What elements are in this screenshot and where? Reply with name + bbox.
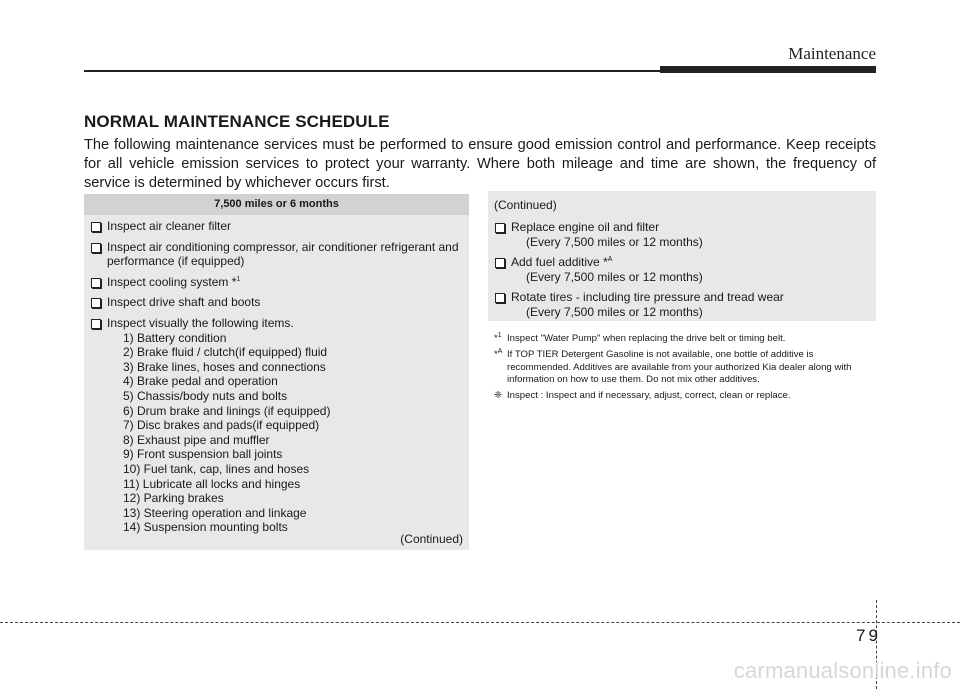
inspection-sublist <box>107 331 463 535</box>
checkbox-icon <box>91 298 101 308</box>
inspection-sub-item: 1) Battery condition <box>123 330 227 345</box>
footnotes <box>494 333 876 406</box>
list-item: Inspect air cleaner filter <box>90 219 463 234</box>
page-title: NORMAL MAINTENANCE SCHEDULE <box>84 112 390 131</box>
footer-divider <box>0 622 960 623</box>
header-rule <box>84 70 660 72</box>
inspection-sub-item: 4) Brake pedal and operation <box>123 374 278 389</box>
schedule-panel-left <box>84 194 469 550</box>
list-item: Inspect air conditioning compressor, air conditioner refrigerant and performance (if equipped) <box>90 240 463 269</box>
watermark: carmanualsonline.info <box>733 658 952 683</box>
footnote: *$^A$ If TOP TIER Detergent Gasoline is not available, one bottle of additive is recommended. Additives are available from your authorized Kia dealer along with information on how to use them. Do not mix other additives. <box>494 347 852 386</box>
checklist-right <box>494 220 870 320</box>
footnote: ❈ Inspect : Inspect and if necessary, adjust, correct, clean or replace. <box>494 390 791 402</box>
interval-heading: 7,500 miles or 6 months <box>84 194 469 215</box>
list-item: Replace engine oil and filter (Every 7,500 miles or 12 months) <box>494 220 870 249</box>
list-item: Inspect drive shaft and boots <box>90 295 463 310</box>
section-title: Maintenance <box>788 44 876 63</box>
inspection-sub-item: 12) Parking brakes <box>123 491 224 506</box>
footnote: *$^1$ Inspect "Water Pump" when replacing the drive belt or timing belt. <box>494 331 786 344</box>
checkbox-icon <box>91 222 101 232</box>
list-item: Add fuel additive *$^A$ (Every 7,500 miles or 12 months) <box>494 255 870 284</box>
checkbox-icon <box>91 243 101 253</box>
continued-label: (Continued) <box>400 532 463 546</box>
inspect-mark-icon: ❈ <box>494 390 503 402</box>
continued-label: (Continued) <box>494 198 557 212</box>
inspection-sub-item: 14) Suspension mounting bolts <box>123 520 288 535</box>
intro-paragraph: The following maintenance services must be performed to ensure good emission control and performance. Keep receipts for all vehicle emission services to protect your warranty. Where both mileage and time are shown, the frequency of service is determined by whichever occurs first. <box>84 137 876 191</box>
inspection-sub-item: 6) Drum brake and linings (if equipped) <box>123 403 331 418</box>
inspection-sub-item: 9) Front suspension ball joints <box>123 447 283 462</box>
checklist-left <box>84 215 469 535</box>
header-bar <box>660 66 876 73</box>
inspection-sub-item: 13) Steering operation and linkage <box>123 505 307 520</box>
schedule-panel-right <box>488 191 876 321</box>
footnote-ref: A <box>607 256 613 264</box>
inspection-sub-item: 2) Brake fluid / clutch(if equipped) fluid <box>123 345 328 360</box>
inspection-sub-item: 5) Chassis/body nuts and bolts <box>123 388 288 403</box>
checkbox-icon <box>495 223 505 233</box>
inspection-sub-item: 8) Exhaust pipe and muffler <box>123 432 270 447</box>
footnote-ref: 1 <box>236 275 241 283</box>
inspection-sub-item: 7) Disc brakes and pads(if equipped) <box>123 418 320 433</box>
list-item: Inspect visually the following items. 1) Battery condition 2) Brake fluid / clutch(if equipped) fluid 3) Brake lines, hoses and connections 4) Brake pedal and operation 5) Chassis/body nuts and bolts 6) Drum brake and linings (if equipped) 7) Disc brakes and pads(if equipped) 8) Exhaust pipe and muffler 9) Front suspension ball joints 10) Fuel tank, cap, lines and hoses 11) Lubricate all locks and hinges 12) Parking brakes 13) Steering operation and linkage 14) Suspension mounting bolts <box>90 316 463 535</box>
page-number: 79 <box>856 626 881 645</box>
inspection-sub-item: 10) Fuel tank, cap, lines and hoses <box>123 461 310 476</box>
checkbox-icon <box>91 278 101 288</box>
inspection-sub-item: 3) Brake lines, hoses and connections <box>123 359 326 374</box>
list-item: Rotate tires - including tire pressure and tread wear (Every 7,500 miles or 12 months) <box>494 290 870 319</box>
checkbox-icon <box>91 319 101 329</box>
checkbox-icon <box>495 258 505 268</box>
inspection-sub-item: 11) Lubricate all locks and hinges <box>123 476 301 491</box>
checkbox-icon <box>495 293 505 303</box>
list-item: Inspect cooling system *$^1$ <box>90 275 463 290</box>
